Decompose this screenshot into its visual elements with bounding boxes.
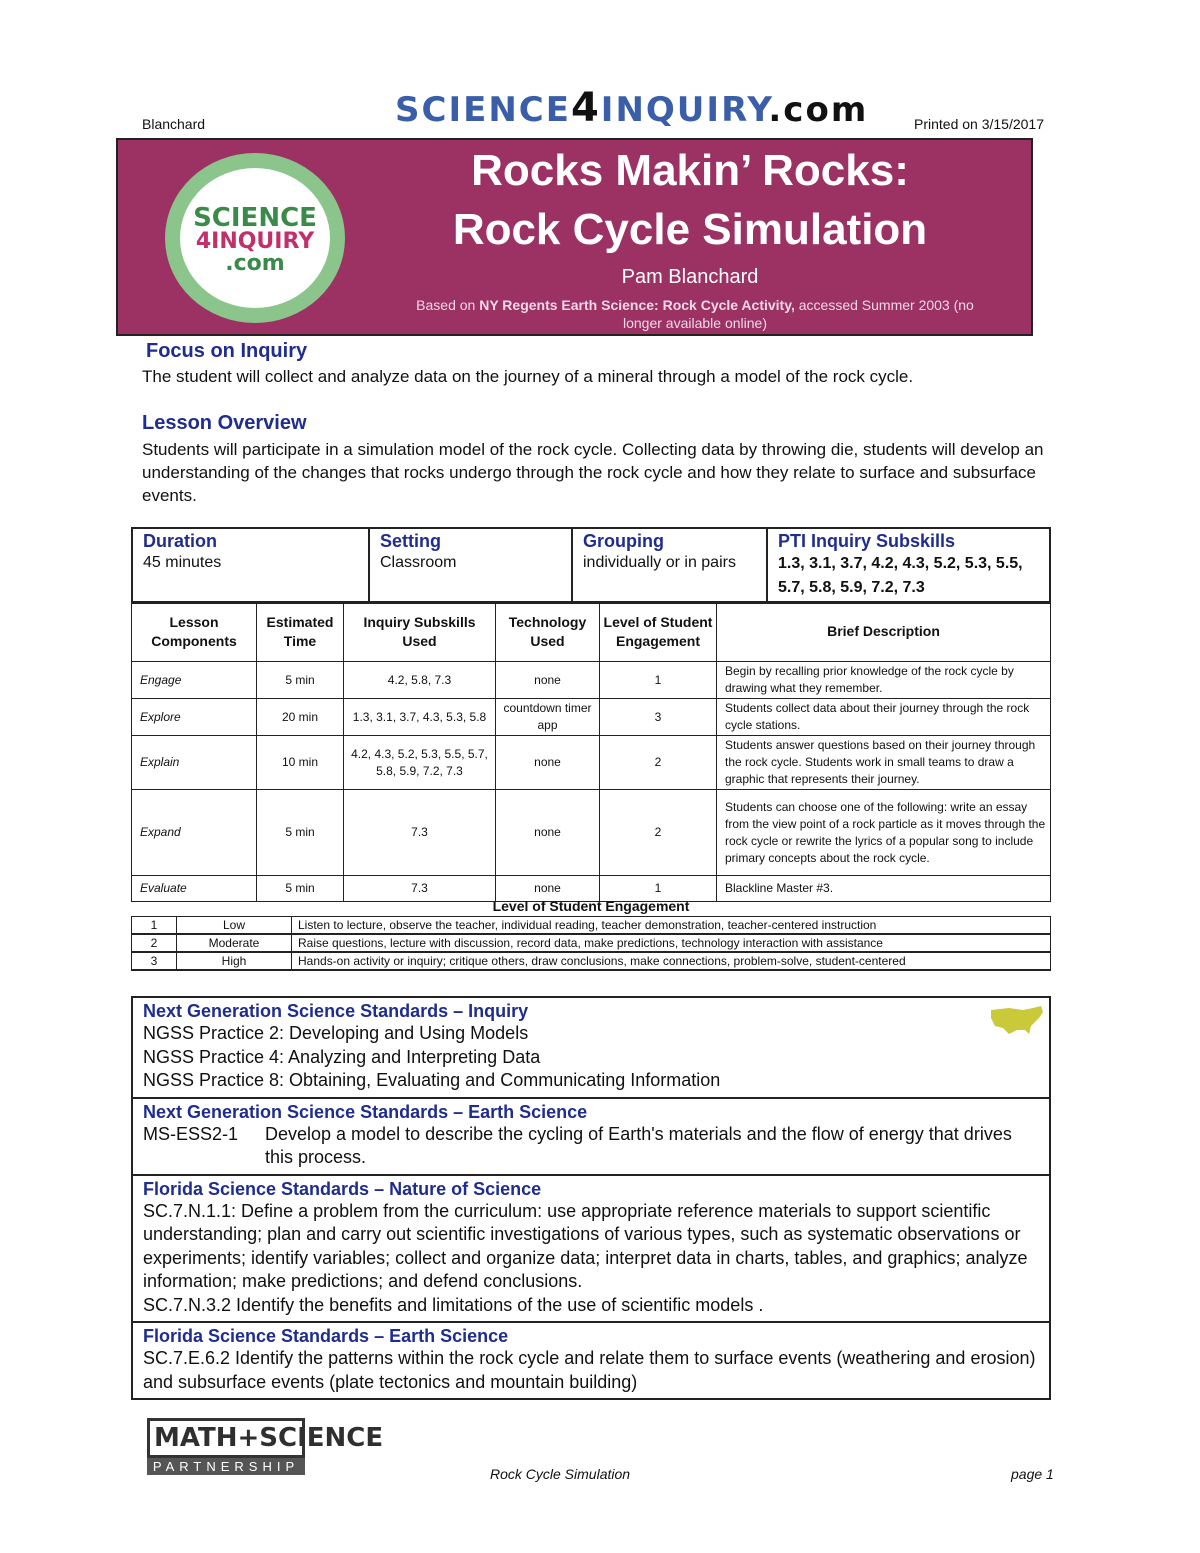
- ngss-inquiry-heading: Next Generation Science Standards – Inquiry: [143, 1001, 529, 1021]
- based-suffix: accessed Summer 2003 (no longer available online): [623, 297, 974, 331]
- logo-top: MATH+SCIENCE: [147, 1418, 305, 1458]
- ngss-earth-heading: Next Generation Science Standards – Earth Science: [143, 1101, 588, 1122]
- pti-heading: PTI Inquiry Subskills: [778, 531, 956, 551]
- component-cell: Explore: [132, 699, 257, 736]
- math-science-partnership-logo: [147, 1418, 384, 1475]
- time-cell: 5 min: [257, 790, 344, 876]
- site-logo: [395, 85, 868, 131]
- table-row: [132, 790, 1051, 876]
- fl-nos-block: [133, 1176, 1049, 1324]
- setting-cell: [369, 528, 572, 603]
- engagement-table: [131, 916, 1051, 971]
- site-logo-b: 4: [570, 85, 601, 131]
- logo-bottom: PARTNERSHIP: [147, 1458, 305, 1475]
- tech-cell: none: [496, 662, 600, 699]
- table-row: [132, 699, 1051, 736]
- col-header: Estimated Time: [257, 602, 344, 662]
- header-printed-date: Printed on 3/15/2017: [914, 116, 1044, 132]
- based-source: NY Regents Earth Science: Rock Cycle Activity,: [479, 297, 795, 313]
- ngss-practice-item: NGSS Practice 2: Developing and Using Models: [143, 1023, 529, 1043]
- time-cell: 20 min: [257, 699, 344, 736]
- level-number: 1: [132, 917, 177, 935]
- pti-value: 1.3, 3.1, 3.7, 4.2, 4.3, 5.2, 5.3, 5.5, 5.7, 5.8, 5.9, 7.2, 7.3: [778, 555, 1023, 596]
- focus-text: The student will collect and analyze data on the journey of a mineral through a model of the rock cycle.: [142, 367, 914, 386]
- table-row: [132, 736, 1051, 790]
- component-cell: Engage: [132, 662, 257, 699]
- site-logo-a: SCIENCE: [395, 90, 571, 130]
- col-header: Lesson Components: [132, 602, 257, 662]
- skills-cell: 1.3, 3.1, 3.7, 4.3, 5.3, 5.8: [344, 699, 496, 736]
- badge-line-2: 4INQUIRY: [195, 229, 315, 254]
- title-line-1: Rocks Makin’ Rocks:: [471, 146, 909, 195]
- tech-cell: none: [496, 736, 600, 790]
- duration-cell: [132, 528, 369, 603]
- tech-cell: countdown timer app: [496, 699, 600, 736]
- fl-nos-heading: Florida Science Standards – Nature of Science: [143, 1178, 542, 1199]
- based-on-note: [400, 296, 990, 332]
- site-logo-d: .com: [768, 90, 869, 130]
- col-header: Brief Description: [717, 602, 1051, 662]
- fl-es-item: SC.7.E.6.2 Identify the patterns within the rock cycle and relate them to surface events (weathering and erosion) and subsurface events (plate tectonics and mountain building): [143, 1348, 1036, 1392]
- table-row: [132, 917, 1051, 935]
- col-header: Inquiry Subskills Used: [344, 602, 496, 662]
- based-prefix: Based on: [416, 297, 480, 313]
- skills-cell: 4.2, 4.3, 5.2, 5.3, 5.5, 5.7, 5.8, 5.9, 7.2, 7.3: [344, 736, 496, 790]
- footer-page-number: page 1: [1011, 1466, 1054, 1482]
- time-cell: 5 min: [257, 876, 344, 902]
- setting-value: Classroom: [380, 554, 457, 571]
- level-cell: 1: [600, 876, 717, 902]
- level-cell: 2: [600, 790, 717, 876]
- table-row: [132, 934, 1051, 952]
- level-name: Low: [177, 917, 292, 935]
- description-cell: Students answer questions based on their journey through the rock cycle. Students work in small teams to draw a graphic that represents their journey.: [717, 736, 1051, 790]
- level-cell: 3: [600, 699, 717, 736]
- ngss-earth-text: Develop a model to describe the cycling of Earth's materials and the flow of energy that drives this process.: [265, 1123, 1012, 1167]
- grouping-cell: [572, 528, 767, 603]
- lesson-info-table: [131, 527, 1051, 604]
- engagement-title: Level of Student Engagement: [492, 898, 690, 914]
- description-cell: Begin by recalling prior knowledge of the rock cycle by drawing what they remember.: [717, 662, 1051, 699]
- tech-cell: none: [496, 790, 600, 876]
- level-description: Listen to lecture, observe the teacher, individual reading, teacher demonstration, teacher-centered instruction: [292, 917, 1051, 935]
- overview-heading: Lesson Overview: [142, 412, 307, 434]
- skills-cell: 7.3: [344, 790, 496, 876]
- level-cell: 2: [600, 736, 717, 790]
- badge-line-1: SCIENCE: [193, 203, 317, 233]
- fl-es-heading: Florida Science Standards – Earth Science: [143, 1326, 509, 1346]
- skills-cell: 4.2, 5.8, 7.3: [344, 662, 496, 699]
- ngss-earth-block: [133, 1099, 1049, 1176]
- component-cell: Evaluate: [132, 876, 257, 902]
- level-description: Raise questions, lecture with discussion, record data, make predictions, technology interaction with assistance: [292, 934, 1051, 952]
- badge-line-3: .com: [225, 251, 285, 276]
- setting-heading: Setting: [380, 531, 441, 551]
- ngss-practice-item: NGSS Practice 8: Obtaining, Evaluating and Communicating Information: [143, 1070, 721, 1090]
- level-number: 2: [132, 934, 177, 952]
- fl-es-block: [133, 1323, 1049, 1398]
- lesson-components-table: [131, 601, 1051, 902]
- level-cell: 1: [600, 662, 717, 699]
- description-cell: Blackline Master #3.: [717, 876, 1051, 902]
- time-cell: 10 min: [257, 736, 344, 790]
- ngss-practice-item: NGSS Practice 4: Analyzing and Interpreting Data: [143, 1046, 541, 1067]
- focus-heading: Focus on Inquiry: [146, 340, 308, 362]
- level-name: Moderate: [177, 934, 292, 952]
- ngss-earth-code: MS-ESS2-1: [143, 1123, 239, 1144]
- site-logo-c: INQUIRY: [600, 90, 769, 130]
- footer-title: Rock Cycle Simulation: [490, 1466, 631, 1482]
- level-description: Hands-on activity or inquiry; critique others, draw conclusions, make connections, problem-solve, student-centered: [292, 952, 1051, 970]
- title-line-2: Rock Cycle Simulation: [452, 205, 928, 254]
- col-header: Technology Used: [496, 602, 600, 662]
- tech-cell: none: [496, 876, 600, 902]
- description-cell: Students can choose one of the following: write an essay from the view point of a rock particle as it moves through the rock cycle or rewrite the lyrics of a popular song to include primary concepts about the rock cycle.: [717, 790, 1051, 876]
- skills-cell: 7.3: [344, 876, 496, 902]
- table-row: [132, 662, 1051, 699]
- grouping-value: individually or in pairs: [583, 554, 736, 571]
- duration-value: 45 minutes: [143, 554, 222, 571]
- ngss-earth-item: [143, 1123, 1039, 1170]
- header-author: Blanchard: [142, 116, 206, 132]
- fl-nos-item: SC.7.N.3.2 Identify the benefits and limitations of the use of scientific models .: [143, 1294, 764, 1315]
- level-name: High: [177, 952, 292, 970]
- ngss-inquiry-block: [133, 998, 1049, 1099]
- col-header: Level of Student Engagement: [600, 602, 717, 662]
- grouping-heading: Grouping: [583, 531, 664, 551]
- banner-author: Pam Blanchard: [621, 266, 759, 288]
- overview-text: Students will participate in a simulation model of the rock cycle. Collecting data by throwing die, students will develop an understanding of the changes that rocks undergo through the rock cycle and how they relate to surface and subsurface events.: [142, 440, 1044, 505]
- component-cell: Expand: [132, 790, 257, 876]
- description-cell: Students collect data about their journey through the rock cycle stations.: [717, 699, 1051, 736]
- duration-heading: Duration: [143, 531, 217, 551]
- table-row: [132, 952, 1051, 970]
- level-number: 3: [132, 952, 177, 970]
- pti-cell: [767, 528, 1050, 603]
- usa-map-icon: [989, 1004, 1045, 1040]
- fl-nos-item: SC.7.N.1.1: Define a problem from the curriculum: use appropriate reference materials to support scientific understanding; plan and carry out scientific investigations of various types, such as systematic observations or experiments; identify variables; collect and organize data; interpret data in charts, tables, and graphics; analyze information; make predictions; and defend conclusions.: [143, 1200, 1028, 1291]
- badge-logo: [180, 205, 330, 275]
- time-cell: 5 min: [257, 662, 344, 699]
- component-cell: Explain: [132, 736, 257, 790]
- standards-box: [131, 996, 1051, 1400]
